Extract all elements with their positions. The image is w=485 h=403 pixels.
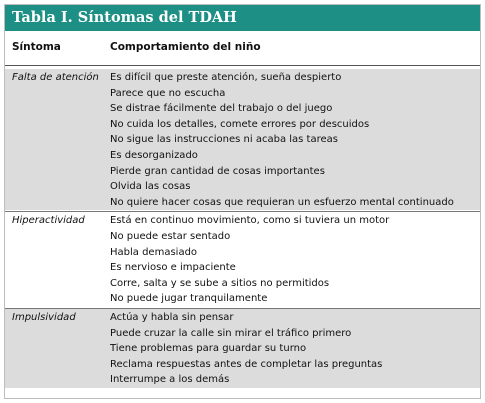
- list-item: Es desorganizado: [110, 149, 198, 161]
- category-label: Impulsividad: [12, 311, 76, 323]
- list-item: Olvida las cosas: [110, 181, 191, 193]
- list-item: Se distrae fácilmente del trabajo o del juego: [110, 103, 333, 115]
- table-title: Tabla I. Síntomas del TDAH: [5, 5, 480, 31]
- header-behavior: Comportamiento del niño: [110, 41, 261, 53]
- section-inattention: [5, 69, 480, 210]
- list-item: Reclama respuestas antes de completar las preguntas: [110, 358, 383, 370]
- list-item: Está en continuo movimiento, como si tuviera un motor: [110, 215, 390, 227]
- section-impulsivity: [5, 308, 480, 388]
- symptoms-table: [4, 4, 481, 399]
- list-item: Es nervioso e impaciente: [110, 262, 236, 274]
- list-item: Corre, salta y se sube a sitios no permitidos: [110, 277, 330, 289]
- list-item: Habla demasiado: [110, 246, 198, 258]
- list-item: Interrumpe a los demás: [110, 374, 230, 386]
- list-item: No puede estar sentado: [110, 230, 231, 242]
- list-item: Pierde gran cantidad de cosas importantes: [110, 165, 325, 177]
- category-label: Falta de atención: [12, 72, 99, 83]
- section-hyperactivity: [5, 211, 480, 307]
- list-item: No sigue las instrucciones ni acaba las tareas: [110, 134, 338, 146]
- list-item: No quiere hacer cosas que requieran un esfuerzo mental continuado: [110, 196, 454, 208]
- list-item: Actúa y habla sin pensar: [110, 311, 234, 323]
- list-item: No puede jugar tranquilamente: [110, 293, 268, 305]
- category-label: Hiperactividad: [12, 215, 85, 227]
- list-item: No cuida los detalles, comete errores por descuidos: [110, 118, 370, 130]
- list-item: Tiene problemas para guardar su turno: [110, 343, 307, 355]
- header-symptom: Síntoma: [12, 41, 61, 53]
- column-headers: [5, 31, 480, 66]
- list-item: Puede cruzar la calle sin mirar el tráfico primero: [110, 327, 352, 339]
- list-item: Parece que no escucha: [110, 87, 226, 99]
- list-item: Es difícil que preste atención, sueña despierto: [110, 72, 342, 83]
